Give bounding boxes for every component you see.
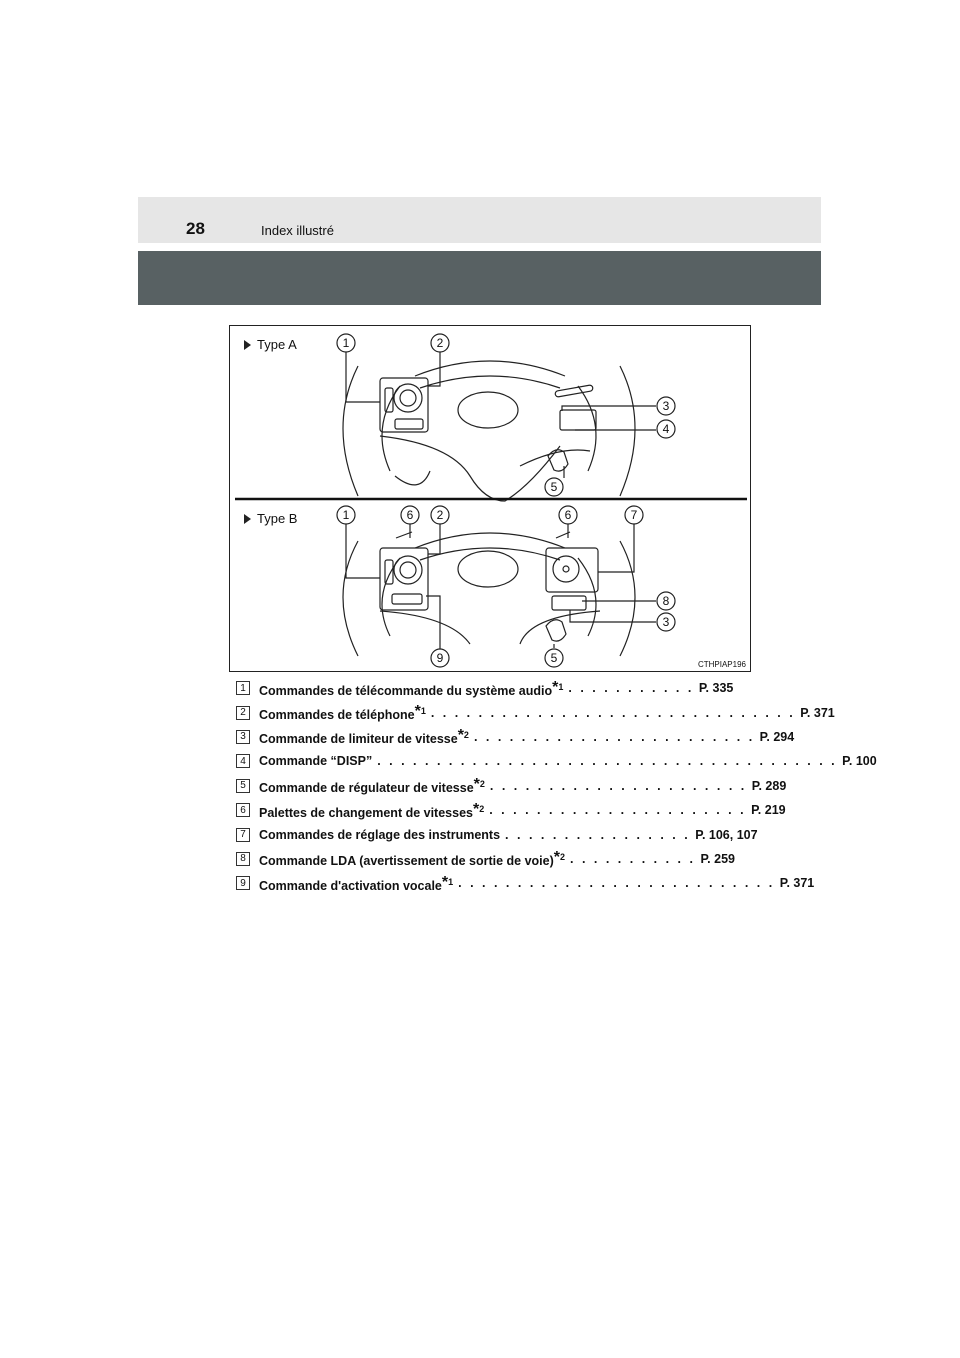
callout-b-7: 7: [630, 508, 638, 522]
page-reference: P. 371: [800, 705, 835, 720]
index-item: [236, 822, 758, 846]
callout-b-8: 8: [662, 594, 670, 608]
index-number-box: 2: [236, 706, 250, 720]
callout-b-3: 3: [662, 615, 670, 629]
index-item-label: [259, 874, 453, 893]
leader-dots: . . . . . . . . . . . . . . . .: [505, 827, 691, 842]
index-item-label: [259, 727, 469, 746]
index-number-box: 5: [236, 779, 250, 793]
index-number-box: 1: [236, 681, 250, 695]
page-reference: P. 100: [842, 754, 877, 769]
leader-dots: . . . . . . . . . . . . . . . . . . . . . . . .: [473, 729, 755, 744]
footnote-marker: *1: [441, 873, 454, 891]
index-item-text: Commande “DISP”: [259, 754, 373, 769]
index-item-text: Commande de régulateur de vitesse: [259, 781, 474, 796]
type-b-label: Type B: [257, 511, 298, 526]
section-title: Index illustré: [261, 223, 334, 238]
footnote-marker: *1: [414, 703, 426, 720]
leader-dots: . . . . . . . . . . .: [568, 681, 694, 696]
index-item-label: [259, 703, 426, 722]
index-number-box: 6: [236, 803, 250, 817]
steering-wheel-illustration: [230, 326, 750, 671]
callout-a-5: 5: [550, 480, 558, 494]
type-b-marker-icon: [244, 514, 251, 524]
footnote-marker: *2: [553, 849, 566, 867]
index-item: [236, 847, 735, 871]
index-number-box: 8: [236, 852, 250, 866]
index-item-text: Commande de limiteur de vitesse: [259, 732, 458, 747]
steering-wheel-figure: [229, 325, 751, 672]
leader-dots: . . . . . . . . . . . . . . . . . . . . . .: [489, 803, 747, 818]
page-reference: P. 259: [700, 851, 735, 866]
index-item-label: [259, 776, 485, 795]
index-item-text: Commandes de téléphone: [259, 708, 415, 723]
index-item-label: [259, 679, 563, 698]
footnote-marker: *2: [457, 727, 469, 745]
page-number: 28: [186, 219, 205, 238]
index-item-text: Palettes de changement de vitesses: [259, 805, 473, 820]
leader-dots: . . . . . . . . . . . . . . . . . . . . . . . . . . . . . . . . . . . . . . .: [377, 754, 838, 769]
header-bar: [138, 197, 821, 243]
index-item: [236, 798, 786, 822]
callout-b-1: 1: [342, 508, 350, 522]
index-item-text: Commande d'activation vocale: [259, 878, 442, 893]
type-a-marker-icon: [244, 340, 251, 350]
footnote-marker: *2: [473, 776, 485, 794]
callout-b-9: 9: [436, 651, 444, 665]
callout-b-2: 2: [436, 508, 444, 522]
callout-b-6: 6: [564, 508, 572, 522]
footnote-marker: *1: [552, 678, 564, 696]
index-number-box: 3: [236, 730, 250, 744]
callout-a-2: 2: [436, 336, 444, 350]
page-reference: P. 219: [751, 803, 786, 818]
index-item-label: [259, 849, 565, 868]
type-a-label: Type A: [257, 337, 297, 352]
index-item-text: Commandes de réglage des instruments: [259, 827, 501, 842]
index-item: [236, 676, 734, 700]
index-number-box: 9: [236, 876, 250, 890]
index-item: [236, 749, 877, 773]
index-item: [236, 700, 835, 724]
page-reference: P. 289: [751, 778, 787, 793]
callout-a-3: 3: [662, 399, 670, 413]
callout-a-4: 4: [662, 422, 670, 436]
index-number-box: 4: [236, 754, 250, 768]
leader-dots: . . . . . . . . . . . . . . . . . . . . . .: [489, 778, 747, 793]
index-item: [236, 774, 787, 798]
index-item-label: [259, 828, 500, 842]
leader-dots: . . . . . . . . . . .: [570, 851, 696, 866]
page-reference: P. 106, 107: [695, 827, 758, 842]
index-item-text: Commande LDA (avertissement de sortie de voie): [259, 854, 554, 869]
callout-a-1: 1: [342, 336, 350, 350]
index-item-label: [259, 801, 484, 820]
page-reference: P. 371: [779, 876, 815, 891]
leader-dots: . . . . . . . . . . . . . . . . . . . . . . . . . . .: [458, 876, 775, 891]
callout-index-list: [236, 676, 877, 896]
callout-b-5: 5: [550, 651, 558, 665]
leader-dots: . . . . . . . . . . . . . . . . . . . . . . . . . . . . . . .: [430, 705, 796, 720]
index-item: [236, 871, 815, 895]
index-number-box: 7: [236, 828, 250, 842]
index-item-label: [259, 754, 372, 768]
index-item-text: Commandes de télécommande du système audio: [259, 683, 553, 698]
index-item: [236, 725, 795, 749]
page-reference: P. 294: [759, 729, 795, 744]
page-reference: P. 335: [698, 681, 734, 696]
figure-code: CTHPIAP196: [697, 660, 746, 669]
callout-b-6: 6: [406, 508, 414, 522]
section-banner: [138, 251, 821, 305]
footnote-marker: *2: [472, 800, 485, 818]
